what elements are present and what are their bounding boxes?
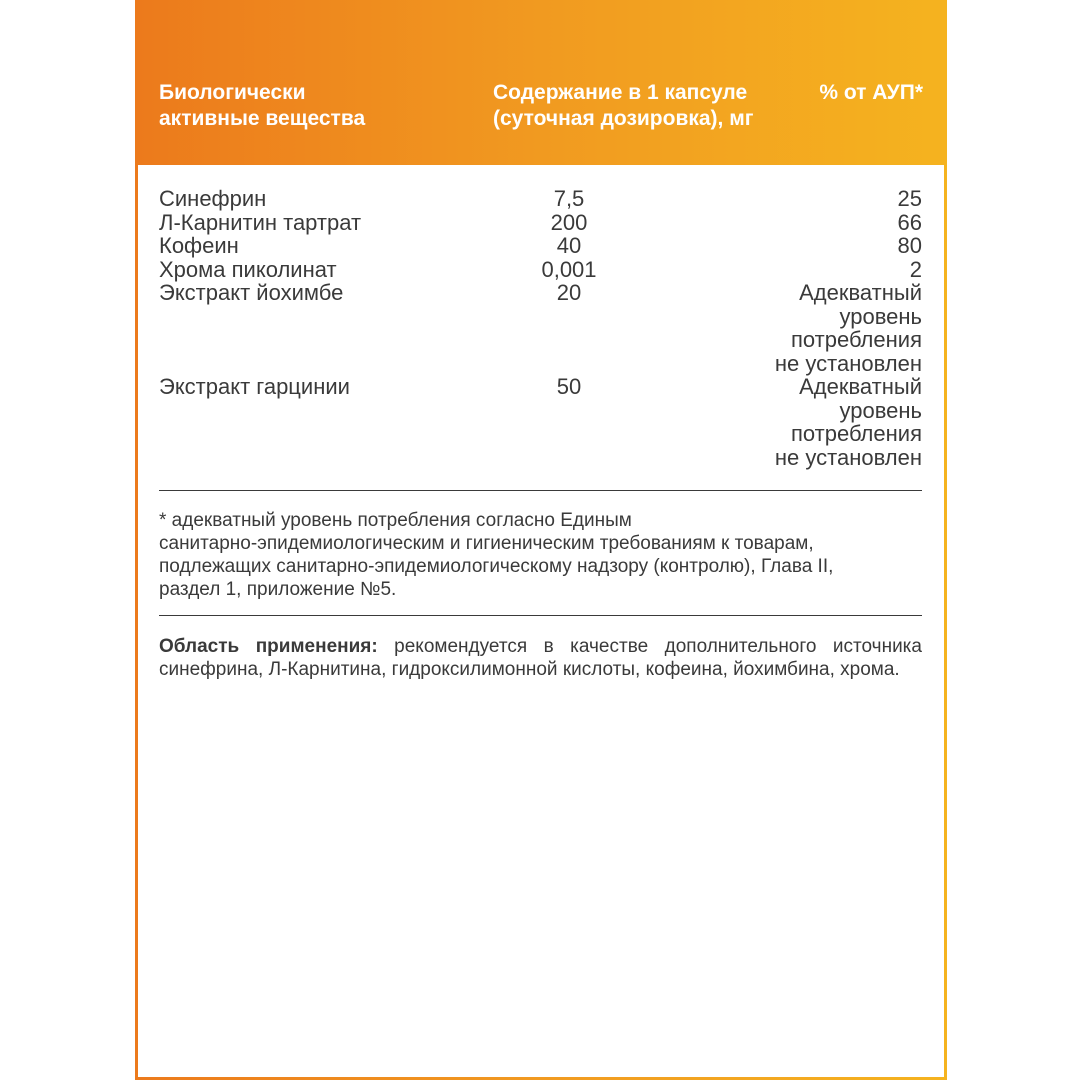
ingredient-dose: 0,001: [541, 256, 597, 282]
table-row: [159, 211, 922, 235]
ingredient-percent: [719, 281, 922, 375]
ingredient-dose: 7,5: [553, 186, 585, 211]
ingredient-name: Кофеин: [159, 233, 239, 258]
header-dose: [493, 80, 754, 132]
label-frame: [135, 0, 947, 1080]
percent-line: 2: [909, 256, 922, 282]
ingredient-percent: [719, 258, 922, 282]
header-substances-line1: Биологически: [159, 81, 306, 104]
ingredient-name: Экстракт гарцинии: [159, 374, 350, 399]
ingredient-dose: 50: [556, 374, 582, 399]
percent-line: Адекватный: [799, 374, 922, 399]
divider-bottom: [159, 615, 922, 616]
table-header: [135, 0, 947, 165]
percent-line: потребления: [790, 421, 922, 446]
usage-text: рекомендуется в качестве дополнительного источника синефрина, Л-Карнитина, гидроксилимонной кислоты, кофеина, йохимбина, хрома.: [159, 636, 922, 680]
footnote-line: подлежащих санитарно-эпидемиологическому надзору (контролю), Глава II,: [159, 556, 834, 577]
percent-line: не установлен: [774, 444, 922, 470]
footnote-line: санитарно-эпидемиологическим и гигиеническим требованиям к товарам,: [159, 533, 814, 554]
table-row: [159, 258, 922, 282]
ingredient-dose: 20: [556, 280, 582, 305]
ingredient-percent: [719, 211, 922, 235]
ingredient-table: [159, 187, 922, 469]
ingredient-percent: [719, 375, 922, 469]
table-row: [159, 234, 922, 258]
footnote: [159, 509, 922, 601]
ingredient-percent: [719, 234, 922, 258]
percent-line: 80: [897, 233, 922, 258]
percent-line: не установлен: [774, 350, 922, 376]
header-dose-line2: (суточная дозировка), мг: [493, 107, 754, 130]
ingredient-name: Синефрин: [159, 186, 267, 211]
usage-label: Область применения:: [159, 636, 378, 657]
ingredient-name: Экстракт йохимбе: [159, 280, 344, 305]
header-substances-line2: активные вещества: [159, 107, 366, 130]
header-percent: % от АУП*: [819, 81, 923, 104]
ingredient-name: Хрома пиколинат: [159, 256, 337, 282]
percent-line: 25: [897, 186, 922, 211]
ingredient-dose: 40: [556, 233, 582, 258]
footnote-line: раздел 1, приложение №5.: [159, 579, 397, 600]
header-dose-line1: Содержание в 1 капсуле: [493, 81, 748, 104]
percent-line: 66: [897, 209, 922, 235]
percent-line: потребления: [790, 327, 922, 352]
table-row: [159, 187, 922, 211]
usage-paragraph: [159, 635, 922, 681]
table-row: [159, 375, 922, 469]
percent-line: Адекватный: [799, 280, 922, 305]
divider-top: [159, 490, 922, 491]
ingredient-dose: 200: [550, 209, 588, 235]
ingredient-name: Л-Карнитин тартрат: [159, 209, 362, 235]
ingredient-percent: [719, 187, 922, 211]
percent-line: уровень: [839, 397, 922, 423]
footnote-line: * адекватный уровень потребления согласно Единым: [159, 510, 632, 531]
header-substances: [159, 80, 365, 132]
table-row: [159, 281, 922, 375]
percent-line: уровень: [839, 303, 922, 329]
